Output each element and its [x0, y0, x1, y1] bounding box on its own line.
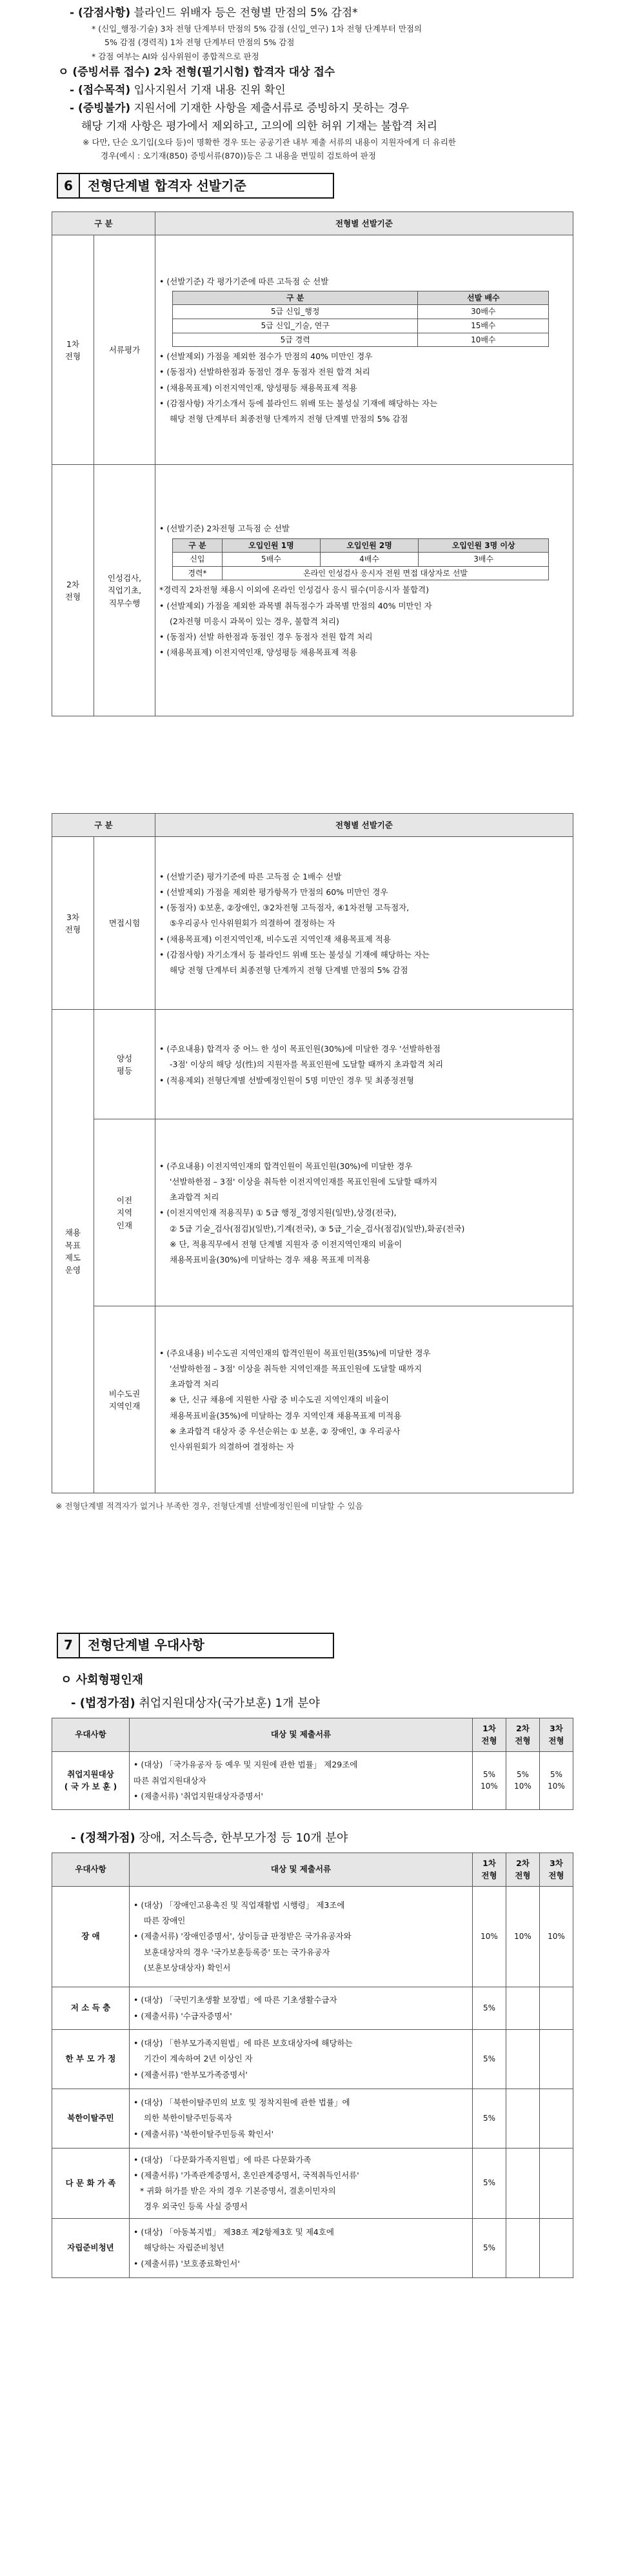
table-row — [52, 2089, 573, 2148]
rate-cell: 5% — [473, 2148, 506, 2218]
selection-table-1 — [52, 211, 573, 716]
table-row — [52, 2218, 573, 2277]
col-header: 2차 전형 — [506, 1718, 540, 1751]
col-header: 3차 전형 — [540, 1718, 573, 1751]
stage-cell: 3차 전형 — [52, 837, 94, 1010]
stage-cell: 1차 전형 — [52, 235, 94, 465]
deduction-line: - (감점사항) 블라인드 위배자 등은 전형별 만점의 5% 감점* — [70, 6, 358, 19]
preference-name: 장 애 — [52, 1886, 130, 1987]
note-line: ※ 다만, 단순 오기입(오타 등)이 명확한 경우 또는 공공기관 내부 제출 서류의 내용이 지원자에게 더 유리한 — [83, 137, 456, 147]
target-docs-cell: • (대상) 「아동복지법」 제38조 제2항제3호 및 제4호에 해당하는 자립준비청년 • (제출서류) '보호종료확인서' — [130, 2218, 473, 2277]
subheading: - (법정가점) 취업지원대상자(국가보훈) 1개 분야 — [71, 1696, 320, 1710]
note-line: * 감점 여부는 AI와 심사위원이 종합적으로 판정 — [92, 51, 259, 61]
table-row — [52, 2029, 573, 2089]
col-header: 1차 전형 — [473, 1853, 506, 1886]
col-header: 3차 전형 — [540, 1853, 573, 1886]
note-line: 경우(예시 : 오기재(850) 증빙서류(870))등은 그 내용을 면밀히 검토하여 판정 — [101, 151, 376, 161]
target-docs-cell: • (대상) 「한부모가족지원법」에 따른 보호대상자에 해당하는 기간이 계속하여 2년 이상인 자 • (제출서류) '한부모가족증명서' — [130, 2029, 473, 2089]
rate-cell — [506, 2218, 540, 2277]
col-header: 전형별 선발기준 — [155, 814, 573, 837]
col-header: 대상 및 제출서류 — [130, 1853, 473, 1886]
rate-cell — [540, 2089, 573, 2148]
criteria-cell: • (선발기준) 평가기준에 따른 고득점 순 1배수 선발 • (선발제외) 가점을 제외한 평가항목가 만점의 60% 미만인 경우 • (동점자) ①보훈, ②장애인, ③2차전형 고득점자, ④1차전형 고득점자, ⑤우리공사 인사위원회가 의결하여 결정하는 자 • (채용목표제) 이전지역인재, 비수도권 지역인재 채용목표제 적용 • (감점사항) 자기소개서 등 블라인드 위배 또는 불성실 기재에 해당하는 자는 해당 전형 단계부터 최종전형 단계까지 전형 단계별 만점의 5% 감점 — [155, 837, 573, 1010]
stage-name: 양성 평등 — [94, 1010, 155, 1119]
preference-name: 다 문 화 가 족 — [52, 2148, 130, 2218]
col-header: 구 분 — [52, 212, 155, 235]
multiplier-table: 구 분 오입인원 1명 오입인원 2명 오입인원 3명 이상 신입 5배수 4배수 3배수 경력* 온라인 인성검사 응시자 전원 면접 대상자로 선발 — [172, 538, 549, 581]
section-6-heading — [57, 173, 334, 199]
criteria-cell: • (주요내용) 이전지역인재의 합격인원이 목표인원(30%)에 미달한 경우 '선발하한점 – 3점' 이상을 취득한 이전지역인재를 목표인원에 도달할 때까지 초과합격 처리 • (이전지역인재 적용직무) ① 5급 행정_경영지원(일반),상경(전국), ② 5급 기술_검사(점검)(일반),기계(전국), ③ 5급_기술_검사(점검)(일반),화공(전국) ※ 단, 적용직무에서 전형 단계별 지원자 중 이전지역인재의 비율이 채용목표비율(30%)에 미달하는 경우 채용 목표제 미적용 — [155, 1119, 573, 1306]
col-header: 2차 전형 — [506, 1853, 540, 1886]
rate-cell: 5% 10% — [506, 1751, 540, 1809]
preference-name: 한 부 모 가 정 — [52, 2029, 130, 2089]
section-number: 7 — [58, 1634, 80, 1657]
rate-cell: 5% — [473, 2218, 506, 2277]
col-header: 1차 전형 — [473, 1718, 506, 1751]
target-docs-cell: • (대상) 「다문화가족지원법」에 따른 다문화가족 • (제출서류) '가족관계증명서, 혼인관계증명서, 국적취득인서류' * 귀화 허가를 받은 자의 경우 기본증명서, 결혼이민자의 경우 외국인 등록 사실 증명서 — [130, 2148, 473, 2218]
rate-cell — [506, 2029, 540, 2089]
points-table-1 — [52, 1718, 573, 1810]
rate-cell — [540, 1987, 573, 2029]
rate-cell — [506, 2089, 540, 2148]
section-7-heading — [57, 1633, 334, 1658]
footnote: ※ 전형단계별 적격자가 없거나 부족한 경우, 전형단계별 선발예정인원에 미달할 수 있음 — [55, 1501, 363, 1511]
preference-name: 저 소 득 층 — [52, 1987, 130, 2029]
preference-name: 취업지원대상 ( 국 가 보 훈 ) — [52, 1751, 130, 1809]
table-row — [52, 1886, 573, 1987]
rate-cell: 10% — [473, 1886, 506, 1987]
rate-cell: 10% — [540, 1886, 573, 1987]
stage-name: 서류평가 — [94, 235, 155, 465]
col-header: 전형별 선발기준 — [155, 212, 573, 235]
stage-name: 비수도권 지역인재 — [94, 1306, 155, 1493]
target-docs-cell: • (대상) 「북한이탈주민의 보호 및 정착지원에 관한 법률」에 의한 북한이탈주민등록자 • (제출서류) '북한이탈주민등록 확인서' — [130, 2089, 473, 2148]
criteria-cell: • (선발기준) 2차전형 고득점 순 선발 구 분 오입인원 1명 오입인원 2명 오입인원 3명 이상 신입 5배수 4배수 3배수 경력* 온라인 인성검사 응시자 전원 면접 대상자로 선발 *경력직 2차전형 채용시 이외에 온라인 인성검사 응시 필수(미응시자 불합격) • (선발제외) 가점을 제외한 과목별 취득점수가 과목별 만점의 40% 미만인 자 (2차전형 미응시 과목이 있는 경우, 불합격 처리) • (동점자) 선발 하한점과 동점인 경우 동점자 전원 합격 처리 • (채용목표제) 이전지역인재, 양성평등 채용목표제 적용 — [155, 465, 573, 716]
subheading: - (정책가점) 장애, 저소득층, 한부모가정 등 10개 분야 — [71, 1831, 348, 1845]
table-row — [52, 2148, 573, 2218]
rate-cell: 10% — [506, 1886, 540, 1987]
stage-cell: 2차 전형 — [52, 465, 94, 716]
target-docs-cell: • (대상) 「장애인고용촉진 및 직업재활법 시행령」 제3조에 따른 장애인 • (제출서류) '장애인증명서', 상이등급 판정받은 국가유공자와 보훈대상자의 경우 '국가보훈등록증' 또는 국가유공자 (보훈보상대상자) 확인서 — [130, 1886, 473, 1987]
rate-cell — [540, 2218, 573, 2277]
rate-cell: 5% 10% — [540, 1751, 573, 1809]
rate-cell — [540, 2148, 573, 2218]
rate-cell: 5% 10% — [473, 1751, 506, 1809]
points-table-2 — [52, 1853, 573, 2278]
criteria-cell: • (주요내용) 합격자 중 어느 한 성이 목표인원(30%)에 미달한 경우 '선발하한점 -3점' 이상의 해당 성(性)의 지원자를 목표인원에 도달할 때까지 초과합격 처리 • (적용제외) 전형단계별 선발예정인원이 5명 미만인 경우 및 최종정전형 — [155, 1010, 573, 1119]
section-title: 전형단계별 우대사항 — [88, 1637, 204, 1653]
rate-cell: 5% — [473, 2089, 506, 2148]
selection-table-2 — [52, 813, 573, 1493]
table-row — [52, 1987, 573, 2029]
section-number: 6 — [58, 174, 80, 197]
purpose-line: - (접수목적) 입사지원서 기재 내용 진위 확인 — [70, 83, 286, 97]
col-header: 대상 및 제출서류 — [130, 1718, 473, 1751]
note-line: * (신입_행정·기술) 3차 전형 단계부터 만점의 5% 감점 (신입_연구) 1차 전형 단계부터 만점의 — [92, 24, 422, 34]
rate-cell — [506, 2148, 540, 2218]
unverifiable-line: - (증빙불가) 지원서에 기재한 사항을 제출서류로 증빙하지 못하는 경우 — [70, 101, 410, 115]
target-docs-cell: • (대상) 「국가유공자 등 예우 및 지원에 관한 법률」 제29조에 따른 취업지원대상자 • (제출서류) '취업지원대상자증명서' — [130, 1751, 473, 1809]
preference-name: 자립준비청년 — [52, 2218, 130, 2277]
preference-name: 북한이탈주민 — [52, 2089, 130, 2148]
rate-cell — [506, 1987, 540, 2029]
target-docs-cell: • (대상) 「국민기초생활 보장법」에 따른 기초생활수급자 • (제출서류) '수급자증명서' — [130, 1987, 473, 2029]
section-title: 전형단계별 합격자 선발기준 — [88, 177, 246, 193]
col-header: 우대사항 — [52, 1853, 130, 1886]
subheading: ㅇ 사회형평인재 — [61, 1673, 143, 1687]
criteria-cell: • (선발기준) 각 평가기준에 따른 고득점 순 선발 구 분 선발 배수 5급 신입_행정 30배수 5급 신입_기술, 연구 15배수 5급 경력 10배수 • (선발제외) 가점을 제외한 점수가 만점의 40% 미만인 경우 • (동점자) 선발하한점과 동점인 경우 동점자 전원 합격 처리 • (채용목표제) 이전지역인재, 양성평등 채용목표제 적용 • (감점사항) 자기소개서 등에 블라인드 위배 또는 불성실 기재에 해당하는 자는 해당 전형 단계부터 최종전형 단계까지 전형 단계별 만점의 5% 감점 — [155, 235, 573, 465]
criteria-cell: • (주요내용) 비수도권 지역인재의 합격인원이 목표인원(35%)에 미달한 경우 '선발하한점 – 3점' 이상을 취득한 지역인재를 목표인원에 도달할 때까지 초과합격 처리 ※ 단, 신규 채용에 지원한 사람 중 비수도권 지역인재의 비율이 채용목표비율(35%)에 미달하는 경우 지역인재 채용목표제 미적용 ※ 초과합격 대상자 중 우선순위는 ① 보훈, ② 장애인, ③ 우리공사 인사위원회가 의결하여 결정하는 자 — [155, 1306, 573, 1493]
stage-name: 면접시험 — [94, 837, 155, 1010]
evidence-heading: ㅇ (증빙서류 접수) 2차 전형(필기시험) 합격자 대상 접수 — [58, 65, 335, 79]
stage-name: 인성검사, 직업기초, 직무수행 — [94, 465, 155, 716]
rate-cell — [540, 2029, 573, 2089]
rate-cell: 5% — [473, 1987, 506, 2029]
note-line: 5% 감점 (경력직) 1차 전형 단계부터 만점의 5% 감점 — [104, 37, 295, 48]
col-header: 우대사항 — [52, 1718, 130, 1751]
top-block — [52, 0, 573, 162]
target-system-cell: 채용 목표 제도 운영 — [52, 1010, 94, 1493]
col-header: 구 분 — [52, 814, 155, 837]
unverifiable-line-2: 해당 기재 사항은 평가에서 제외하고, 고의에 의한 허위 기재는 불합격 처리 — [81, 119, 438, 133]
stage-name: 이전 지역 인재 — [94, 1119, 155, 1306]
multiplier-table: 구 분 선발 배수 5급 신입_행정 30배수 5급 신입_기술, 연구 15배수 5급 경력 10배수 — [172, 291, 549, 347]
rate-cell: 5% — [473, 2029, 506, 2089]
